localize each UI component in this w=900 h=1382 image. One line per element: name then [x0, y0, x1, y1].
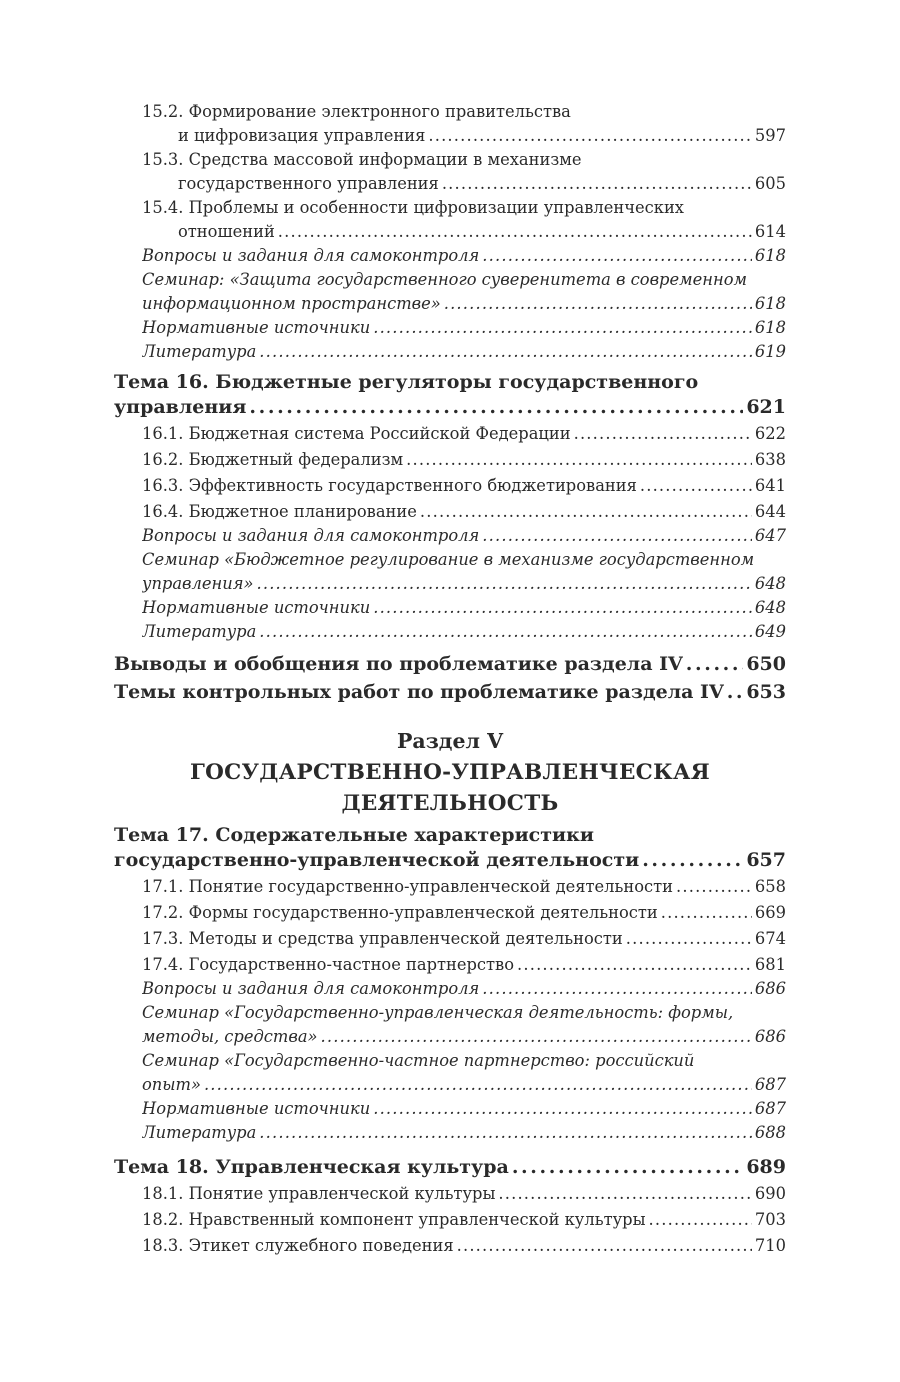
- toc-entry-17-1[interactable]: [114, 875, 786, 899]
- page-number: 687: [754, 1075, 786, 1094]
- page-number: 641: [754, 476, 786, 495]
- entry-label: 16.2. Бюджетный федерализм: [142, 450, 404, 469]
- toc-entry-literature[interactable]: [114, 340, 786, 364]
- entry-label: 17.2. Формы государственно-управленческой деятельности: [142, 903, 658, 922]
- toc-entry-16-1[interactable]: [114, 422, 786, 446]
- toc-topic-17[interactable]: [114, 823, 786, 873]
- page-number: 605: [754, 174, 786, 193]
- toc-entry-15-2[interactable]: [114, 100, 786, 148]
- entry-first-line: Семинар «Бюджетное регулирование в механизме государственном: [142, 550, 755, 569]
- page-number: 618: [754, 318, 786, 337]
- table-of-contents: [114, 100, 786, 1258]
- page-number: 703: [754, 1210, 786, 1229]
- entry-first-line: 15.4. Проблемы и особенности цифровизации управленческих: [142, 198, 684, 217]
- page-number: 653: [746, 681, 786, 703]
- entry-first-line: Семинар «Государственно-частное партнерство: российский: [142, 1051, 695, 1070]
- entry-label: Вопросы и задания для самоконтроля: [142, 526, 480, 545]
- page-number: 710: [754, 1236, 786, 1255]
- topic-label: управления: [114, 396, 247, 418]
- page-number: 688: [754, 1123, 786, 1142]
- toc-entry-18-2[interactable]: [114, 1208, 786, 1232]
- page-number: 597: [754, 126, 786, 145]
- entry-label: Литература: [142, 342, 257, 361]
- toc-entry-15-4[interactable]: [114, 196, 786, 244]
- page-number: 621: [746, 396, 786, 418]
- entry-label: 17.4. Государственно-частное партнерство: [142, 955, 515, 974]
- page-number: 689: [746, 1156, 786, 1178]
- entry-label: Нормативные источники: [142, 318, 371, 337]
- entry-label: 18.1. Понятие управленческой культуры: [142, 1184, 496, 1203]
- entry-label: Нормативные источники: [142, 1099, 371, 1118]
- entry-label: Литература: [142, 1123, 257, 1142]
- entry-first-line: 15.2. Формирование электронного правительства: [142, 102, 571, 121]
- entry-label: управления»: [142, 574, 254, 593]
- page-number: 669: [754, 903, 786, 922]
- toc-entry-16-2[interactable]: [114, 448, 786, 472]
- toc-entry-17-4[interactable]: [114, 953, 786, 977]
- entry-label: 17.1. Понятие государственно-управленческой деятельности: [142, 877, 674, 896]
- entry-label: методы, средства»: [142, 1027, 318, 1046]
- entry-first-line: 15.3. Средства массовой информации в механизме: [142, 150, 582, 169]
- toc-topic-16[interactable]: [114, 370, 786, 420]
- page-number: 658: [754, 877, 786, 896]
- entry-label: Вопросы и задания для самоконтроля: [142, 246, 480, 265]
- entry-label: Вопросы и задания для самоконтроля: [142, 979, 480, 998]
- toc-entry-normative[interactable]: [114, 316, 786, 340]
- page-number: 644: [754, 502, 786, 521]
- toc-entry-18-1[interactable]: [114, 1182, 786, 1206]
- part-title-line-2: ДЕЯТЕЛЬНОСТЬ: [341, 791, 559, 816]
- toc-entry-seminar[interactable]: [114, 1001, 786, 1049]
- page-number: 614: [754, 222, 786, 241]
- page-number: 638: [754, 450, 786, 469]
- page-number: 619: [754, 342, 786, 361]
- page-number: 686: [754, 979, 786, 998]
- page-number: 618: [754, 294, 786, 313]
- entry-label: 18.2. Нравственный компонент управленческой культуры: [142, 1210, 646, 1229]
- page-number: 649: [754, 622, 786, 641]
- entry-label: 16.4. Бюджетное планирование: [142, 502, 417, 521]
- entry-label: информационном пространстве»: [142, 294, 441, 313]
- toc-entry-17-3[interactable]: [114, 927, 786, 951]
- page-number: 690: [754, 1184, 786, 1203]
- toc-entry-16-3[interactable]: [114, 474, 786, 498]
- entry-first-line: Семинар «Государственно-управленческая деятельность: формы,: [142, 1003, 734, 1022]
- part-number: Раздел V: [397, 729, 503, 753]
- page-number: 650: [746, 653, 786, 675]
- toc-topic-18[interactable]: [114, 1155, 786, 1180]
- toc-summary-topics[interactable]: [114, 678, 786, 706]
- toc-entry-literature[interactable]: [114, 1121, 786, 1145]
- page-number: 648: [754, 598, 786, 617]
- toc-entry-16-4[interactable]: [114, 500, 786, 524]
- entry-first-line: Семинар: «Защита государственного суверенитета в современном: [142, 270, 747, 289]
- page-number: 618: [754, 246, 786, 265]
- toc-entry-18-3[interactable]: [114, 1234, 786, 1258]
- summary-label: Выводы и обобщения по проблематике раздела IV: [114, 653, 683, 675]
- topic-first-line: Тема 16. Бюджетные регуляторы государственного: [114, 371, 699, 393]
- page-number: 648: [754, 574, 786, 593]
- page-number: 622: [754, 424, 786, 443]
- topic-label: государственно-управленческой деятельности: [114, 849, 640, 871]
- toc-entry-seminar[interactable]: [114, 1049, 786, 1097]
- toc-entry-questions[interactable]: [114, 244, 786, 268]
- entry-label: Нормативные источники: [142, 598, 371, 617]
- topic-label: Тема 18. Управленческая культура: [114, 1156, 509, 1178]
- entry-label: опыт»: [142, 1075, 201, 1094]
- page-number: 657: [746, 849, 786, 871]
- toc-entry-normative[interactable]: [114, 1097, 786, 1121]
- toc-entry-literature[interactable]: [114, 620, 786, 644]
- entry-label: и цифровизация управления: [178, 126, 426, 145]
- page-number: 647: [754, 526, 786, 545]
- page-number: 686: [754, 1027, 786, 1046]
- toc-entry-normative[interactable]: [114, 596, 786, 620]
- topic-first-line: Тема 17. Содержательные характеристики: [114, 824, 594, 846]
- toc-entry-questions[interactable]: [114, 977, 786, 1001]
- toc-entry-17-2[interactable]: [114, 901, 786, 925]
- toc-entry-questions[interactable]: [114, 524, 786, 548]
- summary-label: Темы контрольных работ по проблематике раздела IV: [114, 681, 724, 703]
- toc-entry-seminar[interactable]: [114, 268, 786, 316]
- entry-label: 18.3. Этикет служебного поведения: [142, 1236, 454, 1255]
- entry-label: 16.1. Бюджетная система Российской Федерации: [142, 424, 571, 443]
- page-number: 674: [754, 929, 786, 948]
- entry-label: 17.3. Методы и средства управленческой деятельности: [142, 929, 623, 948]
- entry-label: 16.3. Эффективность государственного бюджетирования: [142, 476, 637, 495]
- entry-label: Литература: [142, 622, 257, 641]
- toc-entry-15-3[interactable]: [114, 148, 786, 196]
- part-heading: [114, 726, 786, 819]
- entry-label: государственного управления: [178, 174, 439, 193]
- part-title-line-1: ГОСУДАРСТВЕННО-УПРАВЛЕНЧЕСКАЯ: [189, 760, 711, 785]
- page-number: 681: [754, 955, 786, 974]
- toc-entry-seminar[interactable]: [114, 548, 786, 596]
- page-number: 687: [754, 1099, 786, 1118]
- entry-label: отношений: [178, 222, 275, 241]
- toc-summary-conclusions[interactable]: [114, 650, 786, 678]
